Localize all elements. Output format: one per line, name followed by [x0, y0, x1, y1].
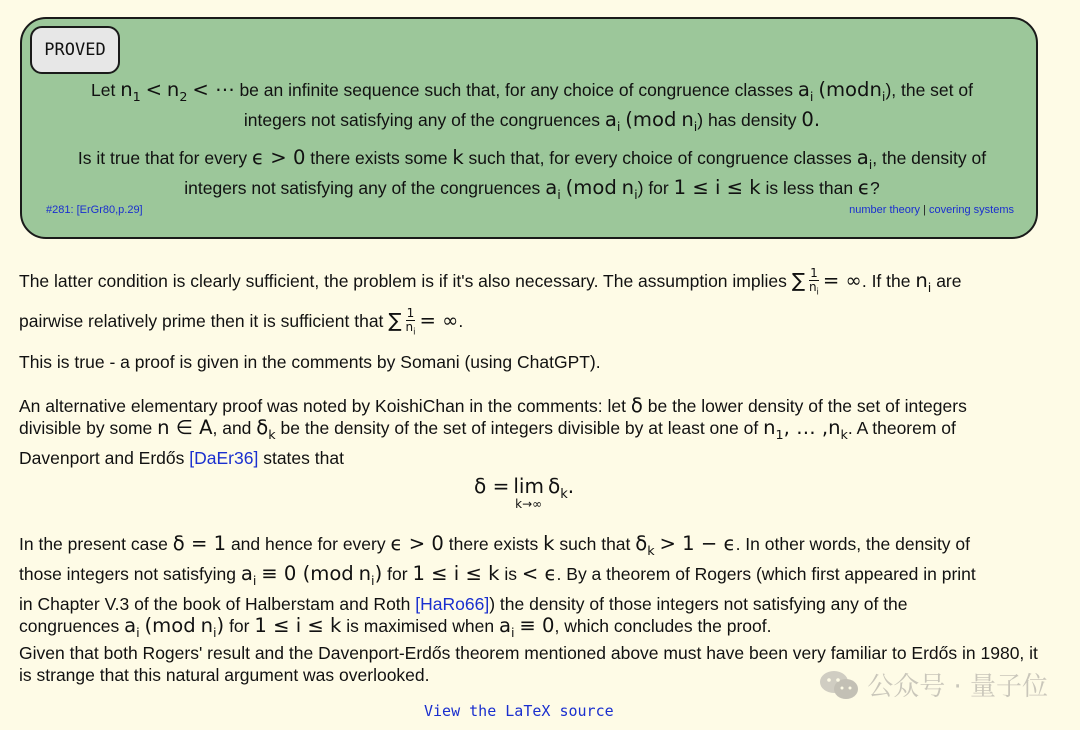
comment-paragraph-4: In the present case δ = 1 and hence for every ϵ > 0 there exists k such that $\delta_k > 1 - \epsilon$. In other words, the density of those integers not satisfying $a_i \equiv 0$ (mod $n_i$) for 1 ≤ i ≤ k is < ϵ. By a theorem of Rogers (which first appeared in print in Chapter V.3 of the book of Halberstam and Roth [HaRo66]) the density of those integers not satisfying any of the congruences $a_i$ (mod $n_i$) for 1 ≤ i ≤ k is maximised when $a_i \equiv 0$, which concludes the proof.	[19, 532, 976, 641]
citation-daer36[interactable]: [DaEr36]	[189, 447, 259, 468]
comment-paragraph-1: The latter condition is clearly sufficient, the problem is if it's also necessary. The assumption implies ∑ $\frac{1}{n_i}$ = ∞. If the $n_i$ are pairwise relatively prime then it is sufficient that ∑ $\frac{1}{n_i}$ = ∞.	[19, 265, 962, 336]
problem-card	[20, 17, 1038, 239]
citation-haro66[interactable]: [HaRo66]	[415, 593, 490, 614]
status-badge: PROVED	[30, 26, 120, 74]
problem-statement: Let $n_1 < n_2$ < ⋯ be an infinite sequence such that, for any choice of congruence classes $a_i$ (modn$_i$), the set of integers not satisfying any of the congruences $a_i$ (mod $n_i$) has density 0.	[91, 78, 973, 135]
fraction: $\frac{1}{n_i}$	[808, 265, 819, 297]
tag-number-theory[interactable]: number theory	[849, 204, 921, 216]
display-equation: δ = lim k→∞ $\delta_k$.	[474, 474, 575, 511]
comment-paragraph-3: An alternative elementary proof was noted by KoishiChan in the comments: let δ be the lower density of the set of integers divisible by some n ∈ A, and $\delta_k$ be the density of the set of integers divisible by at least one of $n_1$, … $,n_k$. A theorem of Davenport and Erdős [DaEr36] states that	[19, 394, 967, 468]
fraction: $\frac{1}{n_i}$	[405, 305, 416, 336]
wechat-icon	[819, 668, 859, 702]
problem-tags	[849, 204, 1014, 216]
watermark-text: 公众号 · 量子位	[867, 672, 1048, 702]
tag-covering-systems[interactable]: covering systems	[929, 204, 1014, 216]
comment-paragraph-2: This is true - a proof is given in the comments by Somani (using ChatGPT).	[19, 352, 601, 372]
comment-paragraph-5: Given that both Rogers' result and the Davenport-Erdős theorem mentioned above must have been very familiar to Erdős in 1980, it is strange that this natural argument was overlooked.	[19, 643, 1038, 685]
watermark	[819, 666, 1048, 703]
problem-reference-link[interactable]: #281: [ErGr80,p.29]	[46, 204, 143, 216]
problem-question: Is it true that for every ϵ > 0 there exists some k such that, for every choice of congruence classes $a_i$, the density of integers not satisfying any of the congruences $a_i$ (mod $n_i$) for 1 ≤ i ≤ k is less than ϵ?	[77, 146, 987, 203]
view-latex-source-link[interactable]: View the LaTeX source	[424, 702, 614, 720]
tag-separator: |	[923, 204, 926, 216]
